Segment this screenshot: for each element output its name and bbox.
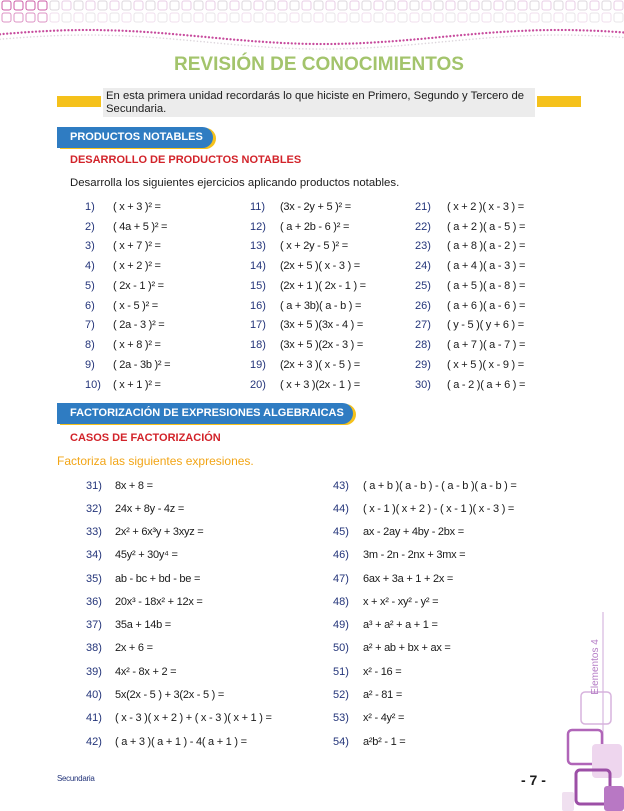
exercise-expression: ( a + 3 )( a + 1 ) - 4( a + 1 ) = <box>115 735 247 748</box>
instruction-products: Desarrolla los siguientes ejercicios aplicando productos notables. <box>70 177 400 189</box>
exercise-row <box>85 197 170 217</box>
exercise-expression: ( a + 3b)( a - b ) = <box>280 299 362 312</box>
exercise-number: 22) <box>415 220 431 233</box>
exercise-expression: 45y² + 30y⁴ = <box>115 549 178 562</box>
exercise-row <box>86 614 272 637</box>
exercise-number: 35) <box>86 572 102 585</box>
top-decorative-pattern <box>0 0 624 52</box>
exercise-number: 43) <box>333 479 349 492</box>
exercise-expression: ( y - 5 )( y + 6 ) = <box>447 319 524 332</box>
exercise-row <box>86 730 272 753</box>
exercise-row <box>250 335 366 355</box>
page-title: REVISIÓN DE CONOCIMIENTOS <box>174 54 464 75</box>
tile-square <box>86 13 95 22</box>
exercise-number: 12) <box>250 220 266 233</box>
exercise-expression: 20x³ - 18x² + 12x = <box>115 595 203 608</box>
exercise-expression: ( a - 2 )( a + 6 ) = <box>447 378 526 391</box>
exercise-expression: ( a + b )( a - b ) - ( a - b )( a - b ) = <box>363 479 517 492</box>
exercise-expression: ( x + 2 )² = <box>113 260 161 273</box>
tile-square <box>242 1 251 10</box>
exercise-number: 46) <box>333 549 349 562</box>
exercise-row <box>333 660 517 683</box>
exercise-row <box>250 197 366 217</box>
tile-square <box>254 1 263 10</box>
exercise-expression: 5x(2x - 5 ) + 3(2x - 5 ) = <box>115 689 225 702</box>
exercise-row <box>85 217 170 237</box>
tile-square <box>14 13 23 22</box>
exercise-number: 14) <box>250 260 266 273</box>
tile-square <box>590 13 599 22</box>
tile-square <box>470 1 479 10</box>
tile-square <box>278 1 287 10</box>
tile-square <box>482 1 491 10</box>
exercise-number: 11) <box>250 200 266 213</box>
tile-square <box>398 1 407 10</box>
products-column-3 <box>415 197 525 395</box>
tile-square <box>338 1 347 10</box>
exercise-expression: a²b² - 1 = <box>363 735 406 748</box>
exercise-number: 29) <box>415 359 431 371</box>
tile-square <box>122 13 131 22</box>
exercise-row <box>85 375 170 395</box>
exercise-expression: 2x + 6 = <box>115 642 153 655</box>
exercise-number: 34) <box>86 549 102 562</box>
tile-square <box>362 13 371 22</box>
exercise-number: 23) <box>415 240 431 253</box>
tile-square <box>158 1 167 10</box>
exercise-number: 15) <box>250 279 266 292</box>
exercise-expression: ( x + 7 )² = <box>113 240 161 253</box>
exercise-number: 33) <box>86 526 102 539</box>
exercise-row <box>85 335 170 355</box>
exercise-row <box>86 637 272 660</box>
exercise-row <box>86 590 272 613</box>
tile-square <box>182 13 191 22</box>
exercise-row <box>333 544 517 567</box>
exercise-expression: (2x + 5 )( x - 3 ) = <box>280 260 360 273</box>
exercise-expression: ( 2x - 1 )² = <box>113 279 164 292</box>
exercise-row <box>86 521 272 544</box>
exercise-number: 2) <box>85 220 95 233</box>
tile-square <box>458 1 467 10</box>
exercise-expression: 8x + 8 = <box>115 479 153 492</box>
exercise-row <box>85 256 170 276</box>
exercise-expression: x + x² - xy² - y² = <box>363 595 439 608</box>
tile-square <box>494 13 503 22</box>
tile-square <box>506 1 515 10</box>
exercise-expression: ( 2a - 3 )² = <box>113 319 165 332</box>
exercise-expression: ( a + 8 )( a - 2 ) = <box>447 240 526 253</box>
tile-square <box>26 1 35 10</box>
exercise-number: 49) <box>333 619 349 632</box>
exercise-expression: ( x + 3 )² = <box>113 200 161 213</box>
exercise-expression: ( x + 2 )( x - 3 ) = <box>447 200 524 213</box>
exercise-number: 41) <box>86 712 102 725</box>
tile-square <box>338 13 347 22</box>
tile-square <box>266 1 275 10</box>
tile-square <box>614 13 623 22</box>
tile-square <box>302 1 311 10</box>
tile-square <box>530 1 539 10</box>
tile-square <box>434 1 443 10</box>
tile-square <box>494 1 503 10</box>
exercise-expression: ( a + 2 )( a - 5 ) = <box>447 220 526 233</box>
tile-square <box>74 1 83 10</box>
tile-square <box>566 13 575 22</box>
tile-square <box>182 1 191 10</box>
exercise-row <box>415 256 525 276</box>
exercise-expression: 2x² + 6x³y + 3xyz = <box>115 526 204 539</box>
footer-level-label: Secundaria <box>57 774 95 783</box>
tile-square <box>134 13 143 22</box>
exercise-number: 25) <box>415 279 431 292</box>
exercise-number: 31) <box>86 479 102 492</box>
exercise-row <box>86 660 272 683</box>
exercise-row <box>85 355 170 375</box>
tile-square <box>518 1 527 10</box>
tile-square <box>326 13 335 22</box>
exercise-number: 24) <box>415 260 431 273</box>
exercise-number: 26) <box>415 299 431 312</box>
exercise-expression: x² - 16 = <box>363 665 402 678</box>
tile-square <box>326 1 335 10</box>
tile-square <box>530 13 539 22</box>
tile-square <box>146 13 155 22</box>
exercise-row <box>333 707 517 730</box>
tile-square <box>218 1 227 10</box>
tile-square <box>422 1 431 10</box>
tile-square <box>2 13 11 22</box>
page-number: - 7 - <box>521 772 546 788</box>
exercise-number: 17) <box>250 319 266 332</box>
tile-square <box>362 1 371 10</box>
tile-square <box>446 13 455 22</box>
exercise-expression: 3m - 2n - 2nx + 3mx = <box>363 549 466 562</box>
products-column-2 <box>250 197 366 395</box>
exercise-number: 52) <box>333 689 349 702</box>
book-series-label: Elementos 4 <box>590 639 601 695</box>
tile-square <box>110 1 119 10</box>
exercise-row <box>250 217 366 237</box>
tile-square <box>230 13 239 22</box>
exercise-expression: ( x + 3 )(2x - 1 ) = <box>280 378 360 391</box>
tile-square <box>206 13 215 22</box>
tile-square <box>374 13 383 22</box>
exercise-row <box>415 217 525 237</box>
tile-square <box>578 1 587 10</box>
exercise-number: 44) <box>333 502 349 515</box>
exercise-row <box>333 614 517 637</box>
exercise-number: 48) <box>333 595 349 608</box>
tile-square <box>314 1 323 10</box>
exercise-expression: (3x + 5 )(3x - 4 ) = <box>280 319 364 332</box>
tile-square <box>614 1 623 10</box>
tile-square <box>350 13 359 22</box>
exercise-row <box>250 237 366 257</box>
tile-square <box>242 13 251 22</box>
tile-square <box>194 13 203 22</box>
tile-square <box>386 1 395 10</box>
tile-square <box>170 1 179 10</box>
exercise-number: 19) <box>250 359 266 371</box>
subheading-casos-factorizacion: CASOS DE FACTORIZACIÓN <box>70 432 221 444</box>
exercise-number: 5) <box>85 279 95 292</box>
exercise-row <box>415 276 525 296</box>
tile-square <box>458 13 467 22</box>
tile-square <box>62 1 71 10</box>
exercise-number: 28) <box>415 339 431 352</box>
tile-square <box>122 1 131 10</box>
exercise-row <box>85 237 170 257</box>
exercise-number: 18) <box>250 339 266 352</box>
exercise-number: 20) <box>250 378 266 391</box>
tile-square <box>482 13 491 22</box>
exercise-row <box>415 375 525 395</box>
intro-accent-bar-right <box>537 96 581 107</box>
intro-box <box>103 88 535 117</box>
exercise-number: 8) <box>85 339 95 352</box>
exercise-number: 32) <box>86 502 102 515</box>
exercise-row <box>333 497 517 520</box>
tile-square <box>398 13 407 22</box>
exercise-number: 27) <box>415 319 431 332</box>
tile-square <box>578 13 587 22</box>
exercise-number: 42) <box>86 735 102 748</box>
exercise-expression: ( x + 1 )² = <box>113 378 161 391</box>
exercise-row <box>415 237 525 257</box>
tile-square <box>434 13 443 22</box>
tile-square <box>14 1 23 10</box>
tile-square <box>158 13 167 22</box>
exercise-number: 53) <box>333 712 349 725</box>
exercise-expression: ( x - 1 )( x + 2 ) - ( x - 1 )( x - 3 ) = <box>363 502 515 515</box>
tile-square <box>374 1 383 10</box>
tile-square <box>410 13 419 22</box>
exercise-row <box>415 296 525 316</box>
tile-square <box>290 13 299 22</box>
exercise-row <box>333 637 517 660</box>
exercise-number: 13) <box>250 240 266 253</box>
decor-square <box>562 792 574 811</box>
exercise-row <box>85 296 170 316</box>
exercise-expression: 24x + 8y - 4z = <box>115 502 185 515</box>
tile-square <box>302 13 311 22</box>
exercise-number: 39) <box>86 665 102 678</box>
exercise-expression: ( a + 4 )( a - 3 ) = <box>447 260 526 273</box>
exercise-number: 30) <box>415 378 431 391</box>
tile-square <box>554 1 563 10</box>
factoring-column-2 <box>333 474 517 753</box>
exercise-row <box>333 683 517 706</box>
exercise-expression: ( x - 5 )² = <box>113 299 158 312</box>
decor-square <box>604 786 624 811</box>
exercise-number: 47) <box>333 572 349 585</box>
exercise-expression: a³ + a² + a + 1 = <box>363 619 438 632</box>
tile-square <box>566 1 575 10</box>
exercise-expression: ab - bc + bd - be = <box>115 572 201 585</box>
exercise-expression: (3x - 2y + 5 )² = <box>280 200 351 213</box>
exercise-row <box>85 316 170 336</box>
exercise-expression: ( a + 2b - 6 )² = <box>280 220 350 233</box>
tile-square <box>206 1 215 10</box>
exercise-row <box>333 521 517 544</box>
exercise-expression: ( x + 2y - 5 )² = <box>280 240 348 253</box>
tile-square <box>98 1 107 10</box>
exercise-expression: ( x + 5 )( x - 9 ) = <box>447 359 524 371</box>
tile-square <box>602 13 611 22</box>
exercise-number: 40) <box>86 689 102 702</box>
tile-square <box>218 13 227 22</box>
exercise-number: 7) <box>85 319 95 332</box>
exercise-expression: 35a + 14b = <box>115 619 171 632</box>
tile-square <box>470 13 479 22</box>
tile-square <box>254 13 263 22</box>
tile-square <box>194 1 203 10</box>
tile-square <box>2 1 11 10</box>
tile-square <box>98 13 107 22</box>
exercise-number: 9) <box>85 359 95 371</box>
exercise-row <box>86 474 272 497</box>
exercise-row <box>415 197 525 217</box>
tile-square <box>74 13 83 22</box>
exercise-row <box>415 335 525 355</box>
faint-wave-line <box>0 35 624 49</box>
exercise-expression: ( a + 6 )( a - 6 ) = <box>447 299 526 312</box>
exercise-expression: 4x² - 8x + 2 = <box>115 665 177 678</box>
exercise-row <box>250 355 366 375</box>
exercise-number: 21) <box>415 200 431 213</box>
tile-square <box>554 13 563 22</box>
exercise-row <box>333 590 517 613</box>
exercise-row <box>86 567 272 590</box>
exercise-number: 54) <box>333 735 349 748</box>
exercise-number: 37) <box>86 619 102 632</box>
exercise-row <box>415 316 525 336</box>
tile-square <box>110 13 119 22</box>
tile-square <box>542 1 551 10</box>
exercise-row <box>333 730 517 753</box>
tile-square <box>350 1 359 10</box>
exercise-expression: ( a + 5 )( a - 8 ) = <box>447 279 526 292</box>
tile-square <box>50 13 59 22</box>
tile-square <box>86 1 95 10</box>
exercise-number: 51) <box>333 665 349 678</box>
exercise-expression: ( a + 7 )( a - 7 ) = <box>447 339 526 352</box>
exercise-expression: ax - 2ay + 4by - 2bx = <box>363 526 464 539</box>
exercise-number: 6) <box>85 299 95 312</box>
decor-square <box>592 744 622 778</box>
intro-accent-bar-left <box>57 96 101 107</box>
dotted-wave-line <box>0 30 624 44</box>
exercise-number: 36) <box>86 595 102 608</box>
exercise-row <box>333 567 517 590</box>
tile-square <box>38 1 47 10</box>
tile-square <box>26 13 35 22</box>
exercise-number: 45) <box>333 526 349 539</box>
exercise-number: 4) <box>85 260 95 273</box>
exercise-number: 38) <box>86 642 102 655</box>
tile-square <box>134 1 143 10</box>
exercise-number: 1) <box>85 200 95 213</box>
corner-decorative-squares <box>560 600 624 811</box>
tile-square <box>170 13 179 22</box>
exercise-row <box>86 707 272 730</box>
exercise-row <box>86 544 272 567</box>
tile-square <box>446 1 455 10</box>
tile-square <box>230 1 239 10</box>
section-header-productos-notables: PRODUCTOS NOTABLES <box>57 127 213 148</box>
exercise-number: 50) <box>333 642 349 655</box>
tile-square <box>38 13 47 22</box>
tile-square <box>278 13 287 22</box>
tile-square <box>518 13 527 22</box>
exercise-expression: ( 2a - 3b )² = <box>113 359 171 371</box>
tile-square <box>590 1 599 10</box>
exercise-row <box>333 474 517 497</box>
tile-square <box>290 1 299 10</box>
products-column-1 <box>85 197 170 395</box>
exercise-expression: 6ax + 3a + 1 + 2x = <box>363 572 454 585</box>
exercise-expression: (2x + 3 )( x - 5 ) = <box>280 359 360 371</box>
tile-square <box>422 13 431 22</box>
tile-square <box>602 1 611 10</box>
exercise-expression: a² - 81 = <box>363 689 403 702</box>
tile-pattern <box>2 1 623 22</box>
exercise-row <box>250 296 366 316</box>
exercise-row <box>250 276 366 296</box>
exercise-row <box>415 355 525 375</box>
exercise-row <box>250 375 366 395</box>
exercise-expression: (2x + 1 )( 2x - 1 ) = <box>280 279 366 292</box>
exercise-expression: ( x + 8 )² = <box>113 339 161 352</box>
exercise-row <box>250 256 366 276</box>
tile-square <box>62 13 71 22</box>
exercise-row <box>86 683 272 706</box>
section-header-factorizacion: FACTORIZACIÓN DE EXPRESIONES ALGEBRAICAS <box>57 403 353 424</box>
exercise-expression: (3x + 5 )(2x - 3 ) = <box>280 339 364 352</box>
exercise-expression: ( 4a + 5 )² = <box>113 220 168 233</box>
tile-square <box>506 13 515 22</box>
exercise-expression: ( x - 3 )( x + 2 ) + ( x - 3 )( x + 1 ) = <box>115 712 272 725</box>
tile-square <box>146 1 155 10</box>
exercise-expression: a² + ab + bx + ax = <box>363 642 451 655</box>
tile-square <box>314 13 323 22</box>
exercise-number: 10) <box>85 378 101 391</box>
instruction-factoring: Factoriza las siguientes expresiones. <box>57 454 254 468</box>
exercise-expression: x² - 4y² = <box>363 712 405 725</box>
tile-square <box>410 1 419 10</box>
exercise-number: 16) <box>250 299 266 312</box>
exercise-number: 3) <box>85 240 95 253</box>
tile-square <box>266 13 275 22</box>
tile-square <box>542 13 551 22</box>
tile-square <box>386 13 395 22</box>
factoring-column-1 <box>86 474 272 753</box>
exercise-row <box>86 497 272 520</box>
exercise-row <box>85 276 170 296</box>
subheading-desarrollo: DESARROLLO DE PRODUCTOS NOTABLES <box>70 154 302 166</box>
tile-square <box>50 1 59 10</box>
intro-text: En esta primera unidad recordarás lo que hiciste en Primero, Segundo y Tercero de Secundaria. <box>106 90 525 115</box>
exercise-row <box>250 316 366 336</box>
